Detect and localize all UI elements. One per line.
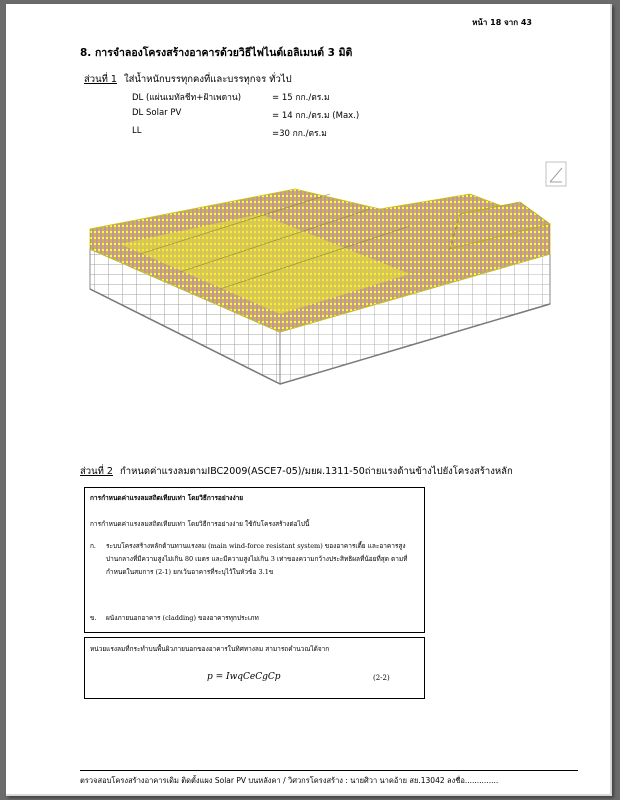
box-title: การกำหนดค่าแรงลมสถิตเทียบเท่า โดยวิธีการอย่างง่าย: [90, 494, 244, 502]
list-marker: ข.: [90, 614, 97, 622]
document-page: [6, 4, 612, 796]
load-label: LL: [132, 126, 142, 136]
list-text: ระบบโครงสร้างหลักต้านทานแรงลม (main wind-force resistant system) ของอาคารเตี้ย และอาคารสูงปานกลางที่มีความสูงไม่เกิน 80 เมตร และมีความสูงไม่เกิน 3 เท่าของความกว้างประสิทธิผลที่น้อยที่สุด ตามที่กำหนดในสมการ (2-1) ยกเว้นอาคารที่ระบุไว้ในหัวข้อ 3.1ข: [106, 542, 408, 576]
wind-pressure-formula-box: [84, 637, 425, 699]
formula-description: หน่วยแรงลมที่กระทำบนพื้นผิวภายนอกของอาคารในทิศทางลม สามารถคำนวณได้จาก: [90, 645, 330, 653]
section-heading: 8. การจำลองโครงสร้างอาคารด้วยวิธีไฟไนต์เอลิเมนต์ 3 มิติ: [80, 47, 353, 59]
box-intro: การกำหนดค่าแรงลมสถิตเทียบเท่า โดยวิธีการอย่างง่าย ใช้กับโครงสร้างต่อไปนี้: [90, 520, 310, 528]
list-text: ผนังภายนอกอาคาร (cladding) ของอาคารทุกประเภท: [106, 614, 259, 622]
axis-triad-icon: [546, 162, 566, 186]
part1-title: [84, 72, 292, 87]
footer-text: ตรวจสอบโครงสร้างอาคารเดิม ติดตั้งแผง Solar PV บนหลังคา / วิศวกรโครงสร้าง : นายศิวา นาคอ้าย สย.13042 ลงชื่อ..............: [80, 776, 499, 785]
footer-divider: [80, 770, 578, 771]
part1-label: ส่วนที่ 1: [84, 74, 117, 85]
part2-title: [80, 464, 513, 479]
equation-number: (2-2): [373, 674, 390, 682]
page-number: หน้า 18 จาก 43: [472, 18, 532, 27]
load-label: DL Solar PV: [132, 108, 182, 118]
load-value: = 14 กก./ตร.ม (Max.): [272, 111, 360, 121]
structural-model-3d: [80, 154, 580, 404]
list-marker: ก.: [90, 542, 97, 550]
load-value: =30 กก./ตร.ม: [272, 129, 327, 139]
part2-title-text: กำหนดค่าแรงลมตามIBC2009(ASCE7-05)/มยผ.1311-50ถ่ายแรงด้านข้างไปยังโครงสร้างหลัก: [119, 466, 513, 477]
wind-load-method-box: [84, 487, 425, 633]
formula: p = IwqCeCgCp: [207, 672, 281, 682]
part2-label: ส่วนที่ 2: [80, 466, 113, 477]
part1-title-text: ใส่น้ำหนักบรรทุกคงที่และบรรทุกจร ทั่วไป: [123, 74, 292, 85]
load-value: = 15 กก./ตร.ม: [272, 93, 330, 103]
load-label: DL (แผ่นเมทัลชีท+ฝ้าเพดาน): [132, 93, 242, 103]
